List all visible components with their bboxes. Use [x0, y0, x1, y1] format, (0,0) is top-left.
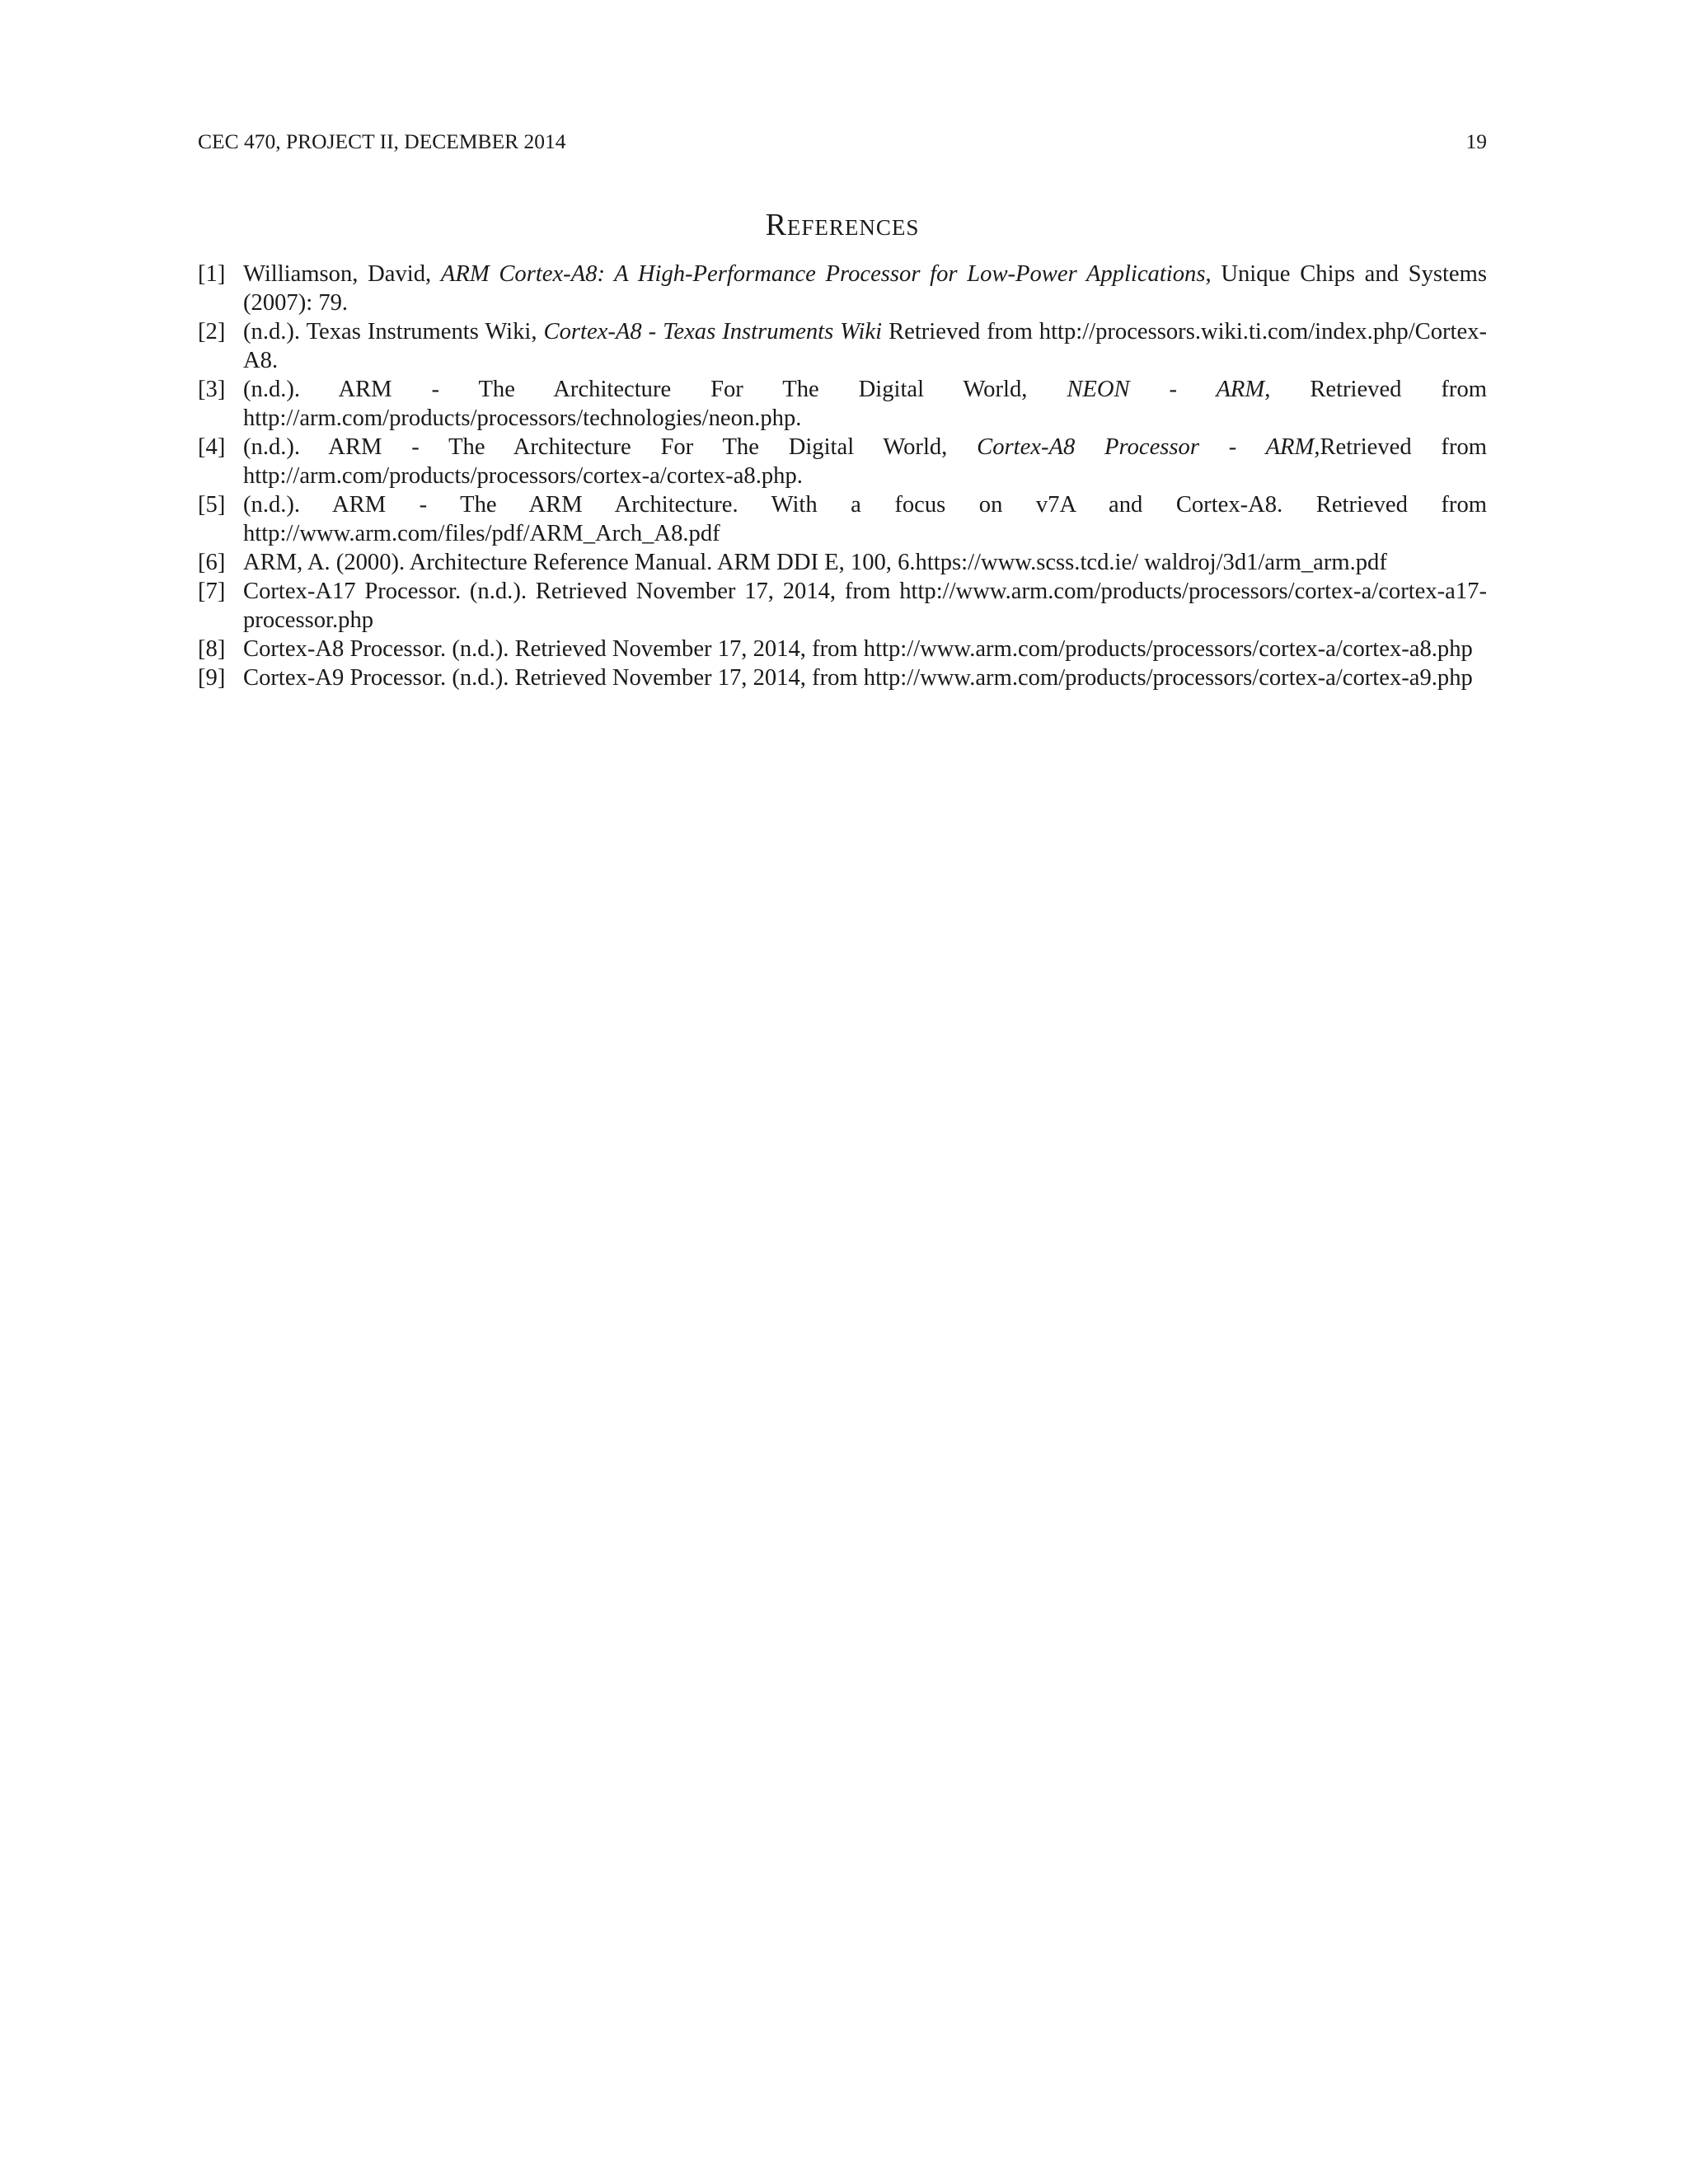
reference-list: [198, 260, 1487, 692]
reference-text-plain: (n.d.). ARM - The ARM Architecture. With a focus on v7A and Cortex-A8. Retrieved from http://www.arm.com/files/pdf/ARM_Arch_A8.pdf: [243, 492, 1487, 546]
running-header-title: CEC 470, PROJECT II, DECEMBER 2014: [198, 129, 566, 153]
reference-text-plain: , Retrieved from http://arm.com/products/processors/technologies/neon.php.: [243, 377, 1487, 431]
reference-number: [3]: [198, 377, 226, 402]
reference-title-italic: ARM Cortex-A8: A High-Performance Processor for Low-Power Applications: [440, 261, 1206, 287]
reference-text: [243, 317, 1487, 375]
page-number: 19: [1465, 129, 1487, 153]
reference-text-plain: ARM, A. (2000). Architecture Reference Manual. ARM DDI E, 100, 6.https://www.scss.tcd.ie/ waldroj/3d1/arm_arm.pdf: [243, 550, 1387, 575]
reference-item: [198, 577, 1487, 635]
reference-title-italic: NEON - ARM: [1067, 377, 1265, 402]
reference-title-italic: Cortex-A8 Processor - ARM: [977, 434, 1315, 460]
reference-title-italic: Cortex-A8 - Texas Instruments Wiki: [543, 319, 883, 344]
reference-text-plain: (n.d.). ARM - The Architecture For The Digital World,: [243, 377, 1067, 402]
reference-item: [198, 317, 1487, 375]
reference-item: [198, 490, 1487, 548]
reference-text: [243, 548, 1487, 577]
reference-number: [6]: [198, 550, 226, 575]
reference-text-plain: (n.d.). ARM - The Architecture For The Digital World,: [243, 434, 978, 460]
reference-text: [243, 433, 1487, 490]
reference-text-plain: Retrieved from http://processors.wiki.ti.com/index.php/Cortex-A8.: [243, 319, 1488, 373]
reference-text: [243, 375, 1487, 433]
reference-text-plain: Cortex-A8 Processor. (n.d.). Retrieved November 17, 2014, from http://www.arm.com/products/processors/cortex-a/cortex-a8.php: [243, 636, 1473, 662]
reference-item: [198, 663, 1487, 692]
reference-item: [198, 635, 1487, 663]
reference-text-plain: Cortex-A17 Processor. (n.d.). Retrieved November 17, 2014, from http://www.arm.com/products/processors/cortex-a/cortex-a17-processor.php: [243, 579, 1487, 633]
running-header: [198, 125, 1487, 158]
reference-text: [243, 577, 1487, 635]
reference-item: [198, 433, 1487, 490]
reference-text-plain: Williamson, David,: [243, 261, 441, 287]
reference-text-plain: (n.d.). Texas Instruments Wiki,: [243, 319, 544, 344]
reference-number: [1]: [198, 261, 226, 287]
reference-text-plain: Cortex-A9 Processor. (n.d.). Retrieved November 17, 2014, from http://www.arm.com/products/processors/cortex-a/cortex-a9.php: [243, 665, 1473, 691]
reference-number: [7]: [198, 579, 226, 604]
reference-number: [8]: [198, 636, 226, 662]
reference-text-plain: ,Retrieved from http://arm.com/products/processors/cortex-a/cortex-a8.php.: [243, 434, 1488, 489]
reference-text: [243, 663, 1487, 692]
reference-number: [9]: [198, 665, 226, 691]
reference-text-plain: , Unique Chips and Systems (2007): 79.: [243, 261, 1487, 316]
reference-number: [2]: [198, 319, 226, 344]
reference-item: [198, 260, 1487, 317]
reference-item: [198, 548, 1487, 577]
reference-text: [243, 490, 1487, 548]
reference-text: [243, 260, 1487, 317]
references-heading: References: [765, 208, 920, 242]
reference-number: [5]: [198, 492, 226, 518]
reference-number: [4]: [198, 434, 226, 460]
reference-item: [198, 375, 1487, 433]
reference-text: [243, 635, 1487, 663]
